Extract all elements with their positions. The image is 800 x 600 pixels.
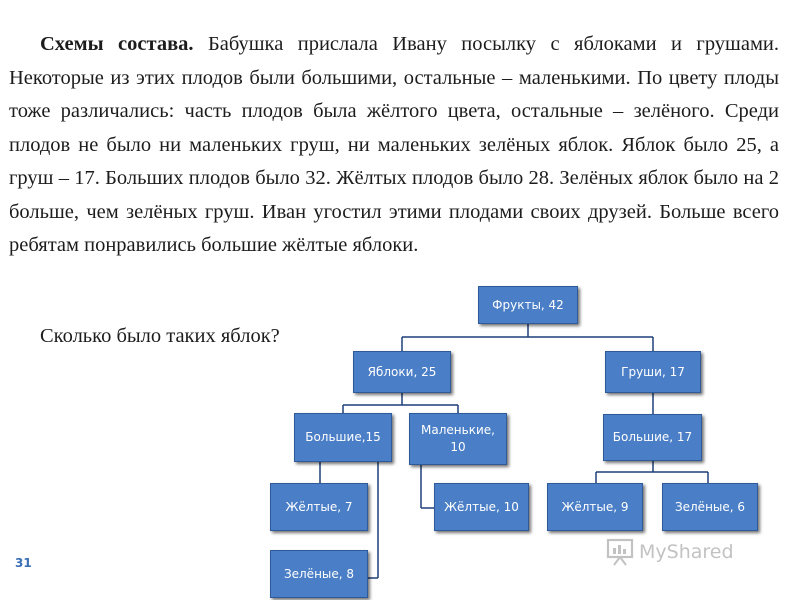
node-pears: Груши, 17 [605,351,701,393]
watermark [605,538,734,566]
problem-body: Бабушка прислала Ивану посылку с яблоками и грушами. Некоторые из этих плодов были большими, остальные – маленькими. По цвету плоды тоже различались: часть плодов была жёлтого цвета, остальные – зелёного. Среди плодов не было ни маленьких груш, ни маленьких зелёных яблок. Яблок было 25, а груш – 17. Больших плодов было 32. Жёлтых плодов было 28. Зелёных яблок было на 2 больше, чем зелёных груш. Иван угостил этими плодами своих друзей. Больше всего ребятам понравились большие жёлтые яблоки. [9,33,780,256]
node-apples-big-green: Зелёные, 8 [270,550,368,598]
question-text: Сколько было таких яблок? [40,325,280,347]
problem-heading: Схемы состава. [40,33,194,55]
node-apples-small-yellow: Жёлтые, 10 [434,483,529,531]
watermark-text: MyShared [639,541,734,563]
node-apples: Яблоки, 25 [353,351,451,393]
node-fruits: Фрукты, 42 [478,286,578,324]
node-pears-big-yellow: Жёлтые, 9 [547,483,643,531]
node-apples-big: Большие,15 [294,413,392,462]
node-apples-small: Маленькие, 10 [409,413,507,465]
slide-number: 31 [15,556,32,570]
presentation-board-icon [605,538,635,566]
node-pears-big: Большие, 17 [603,414,702,461]
node-pears-big-green: Зелёные, 6 [662,483,758,531]
node-apples-big-yellow: Жёлтые, 7 [270,483,368,531]
